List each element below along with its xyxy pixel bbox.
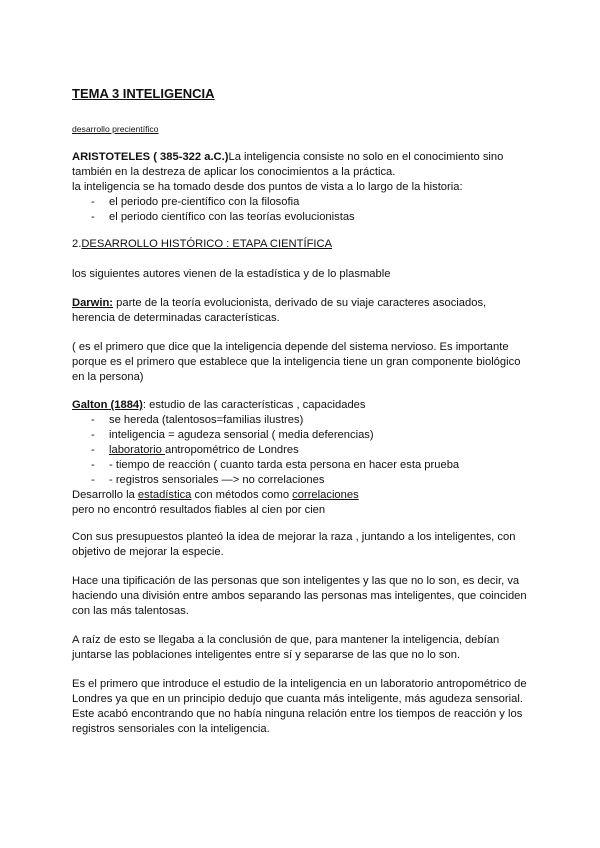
section-subtitle: desarrollo precientífico [72,124,159,134]
galton-name: Galton (1884) [72,399,143,411]
list-item: - el periodo científico con las teorías evolucionistas [91,210,542,225]
list-item: - - registros sensoriales —> no correlaciones [91,473,542,488]
raiz-line-2: juntarse las poblaciones inteligentes entre sí y separarse de las que no lo son. [72,649,461,661]
darwin-line-1 [72,296,542,311]
tipificacion-line-1: Hace una tipificación de las personas que son inteligentes y las que no lo son, es decir, va [72,575,520,587]
raiz-paragraph [72,633,542,663]
aristoteles-line-3: la inteligencia se ha tomado desde dos puntos de vista a lo largo de la historia: [72,181,463,193]
aristoteles-bullet-list [72,195,542,225]
intro-paragraph: los siguientes autores vienen de la estadística y de lo plasmable [72,268,391,280]
primero-line-3: Este acabó encontrando que no había ninguna relación entre los tiempos de reacción y los [72,708,523,720]
list-item: - el periodo pre-científico con la filosofia [91,195,542,210]
aristoteles-name: ARISTOTELES ( 385-322 a.C.) [72,151,229,163]
laboratorio-underlined: laboratorio [109,444,165,456]
aristoteles-paragraph [72,150,542,225]
dev-text-pre: Desarrollo la [72,489,138,501]
correlaciones-underlined: correlaciones [292,489,359,501]
list-item: - se hereda (talentosos=familias ilustres) [91,413,542,428]
darwin-note-line-2: porque es el primero que establece que la inteligencia tiene un gran componente biológico [72,356,521,368]
galton-paragraph [72,398,542,518]
section-2-number: 2. [72,238,82,250]
estadistica-underlined: estadística [137,489,192,501]
raiz-line-1: A raíz de esto se llegaba a la conclusión de que, para mantener la inteligencia, debían [72,634,500,646]
raza-line-2: objetivo de mejorar la especie. [72,546,224,558]
list-item: - inteligencia = agudeza sensorial ( media deferencias) [91,428,542,443]
aristoteles-line1-text: La inteligencia consiste no solo en el conocimiento sino [228,151,504,163]
primero-paragraph [72,677,542,737]
section-2-heading [72,237,542,252]
galton-bullet-list [72,413,542,488]
darwin-line-2: herencia de determinadas características. [72,312,280,324]
tipificacion-line-3: con las más talentosas. [72,605,189,617]
raza-line-1: Con sus presupuestos planteó la idea de mejorar la raza , juntando a los inteligentes, con [72,531,516,543]
raza-paragraph [72,530,542,560]
galton-line-1 [72,398,542,413]
dev-text-mid: con métodos como [191,489,293,501]
aristoteles-line-1 [72,150,542,165]
list-item [91,443,542,458]
darwin-name: Darwin: [72,297,114,309]
darwin-paragraph [72,296,542,326]
galton-development-line-2: pero no encontró resultados fiables al cien por cien [72,504,326,516]
tipificacion-paragraph [72,574,542,619]
primero-line-1: Es el primero que introduce el estudio de la inteligencia en un laboratorio antropométrico de [72,678,527,690]
darwin-line1-text: parte de la teoría evolucionista, derivado de su viaje caracteres asociados, [113,297,487,309]
list-item: - - tiempo de reacción ( cuanto tarda esta persona en hacer esta prueba [91,458,542,473]
page-title: TEMA 3 INTELIGENCIA [72,86,215,101]
darwin-note-line-3: en la persona) [72,371,144,383]
section-2-title: DESARROLLO HISTÓRICO : ETAPA CIENTÍFICA [81,238,333,250]
galton-development-line [72,488,542,503]
primero-line-2: Londres ya que en un principio dedujo que cuanta más inteligente, más agudeza sensorial. [72,693,523,705]
aristoteles-line-2: también en la destreza de aplicar los conocimientos a la práctica. [72,166,396,178]
primero-line-4: registros sensoriales con la inteligencia. [72,723,270,735]
tipificacion-line-2: haciendo una división entre ambos separando las personas mas inteligentes, que coinciden [72,590,527,602]
galton-line1-text: : estudio de las características , capacidades [142,399,366,411]
darwin-note-paragraph [72,340,542,385]
laboratorio-rest: antropométrico de Londres [164,444,299,456]
darwin-note-line-1: ( es el primero que dice que la inteligencia depende del sistema nervioso. Es importante [72,341,509,353]
